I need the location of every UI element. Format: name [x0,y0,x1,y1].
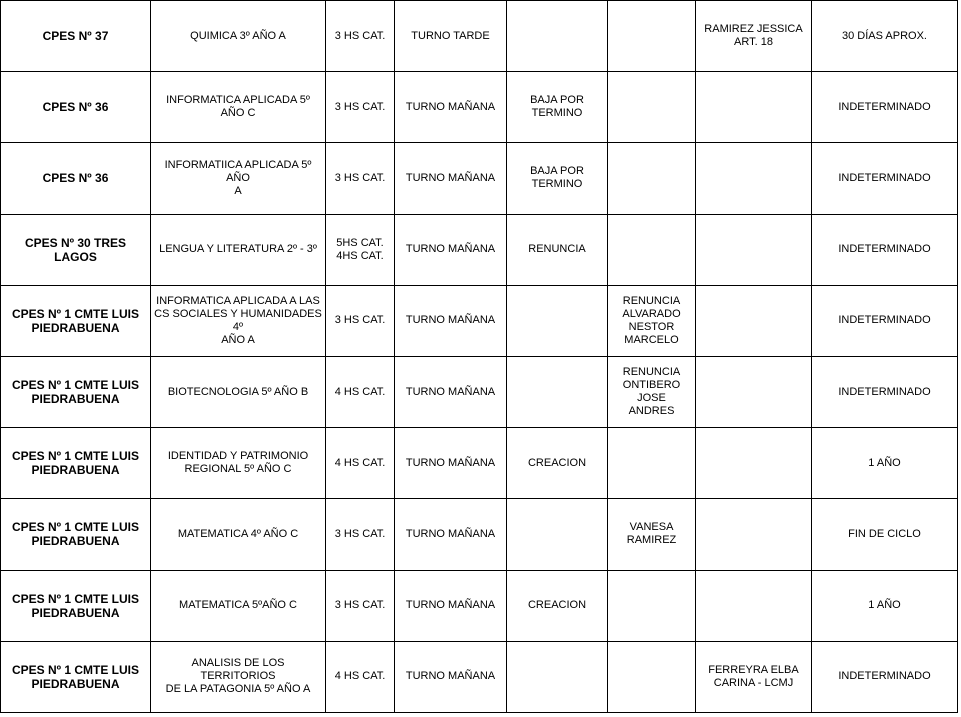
duration-cell: INDETERMINADO [812,214,958,285]
reason-cell: BAJA POR TERMINO [507,72,608,143]
school-cell: CPES Nº 36 [1,143,151,214]
duration-cell: 30 DÍAS APROX. [812,1,958,72]
subject-cell: MATEMATICA 5ºAÑO C [151,570,326,641]
subject-cell: INFORMATIICA APLICADA 5º AÑO A [151,143,326,214]
previous-holder-cell [608,1,696,72]
table-row [1,1,958,72]
hours-cell: 3 HS CAT. [326,143,395,214]
hours-cell: 4 HS CAT. [326,428,395,499]
current-holder-cell [696,285,812,356]
shift-cell: TURNO TARDE [395,1,507,72]
current-holder-cell [696,72,812,143]
reason-cell [507,641,608,712]
school-cell: CPES Nº 1 CMTE LUIS PIEDRABUENA [1,285,151,356]
previous-holder-cell [608,143,696,214]
hours-cell: 3 HS CAT. [326,499,395,570]
table-row [1,72,958,143]
shift-cell: TURNO MAÑANA [395,641,507,712]
hours-cell: 3 HS CAT. [326,570,395,641]
shift-cell: TURNO MAÑANA [395,143,507,214]
school-cell: CPES Nº 1 CMTE LUIS PIEDRABUENA [1,499,151,570]
school-cell: CPES Nº 1 CMTE LUIS PIEDRABUENA [1,641,151,712]
reason-cell [507,1,608,72]
current-holder-cell [696,499,812,570]
table-row [1,641,958,712]
current-holder-cell [696,143,812,214]
table-row [1,356,958,427]
subject-cell: INFORMATICA APLICADA A LAS CS SOCIALES Y HUMANIDADES 4º AÑO A [151,285,326,356]
previous-holder-cell: VANESA RAMIREZ [608,499,696,570]
reason-cell: RENUNCIA [507,214,608,285]
hours-cell: 3 HS CAT. [326,72,395,143]
duration-cell: FIN DE CICLO [812,499,958,570]
table-row [1,143,958,214]
shift-cell: TURNO MAÑANA [395,570,507,641]
current-holder-cell [696,214,812,285]
previous-holder-cell: RENUNCIA ALVARADO NESTOR MARCELO [608,285,696,356]
hours-cell: 4 HS CAT. [326,641,395,712]
duration-cell: INDETERMINADO [812,641,958,712]
hours-cell: 3 HS CAT. [326,285,395,356]
school-cell: CPES Nº 1 CMTE LUIS PIEDRABUENA [1,428,151,499]
reason-cell: CREACION [507,428,608,499]
table-row [1,499,958,570]
school-cell: CPES Nº 30 TRES LAGOS [1,214,151,285]
shift-cell: TURNO MAÑANA [395,428,507,499]
reason-cell [507,499,608,570]
previous-holder-cell: RENUNCIA ONTIBERO JOSE ANDRES [608,356,696,427]
shift-cell: TURNO MAÑANA [395,72,507,143]
school-cell: CPES Nº 36 [1,72,151,143]
subject-cell: MATEMATICA 4º AÑO C [151,499,326,570]
previous-holder-cell [608,72,696,143]
table-row [1,285,958,356]
previous-holder-cell [608,641,696,712]
hours-cell: 5HS CAT. 4HS CAT. [326,214,395,285]
duration-cell: INDETERMINADO [812,143,958,214]
shift-cell: TURNO MAÑANA [395,285,507,356]
previous-holder-cell [608,428,696,499]
reason-cell [507,356,608,427]
subject-cell: BIOTECNOLOGIA 5º AÑO B [151,356,326,427]
school-cell: CPES Nº 37 [1,1,151,72]
current-holder-cell [696,428,812,499]
school-cell: CPES Nº 1 CMTE LUIS PIEDRABUENA [1,356,151,427]
reason-cell [507,285,608,356]
hours-cell: 4 HS CAT. [326,356,395,427]
subject-cell: QUIMICA 3º AÑO A [151,1,326,72]
subject-cell: LENGUA Y LITERATURA 2º - 3º [151,214,326,285]
current-holder-cell [696,356,812,427]
shift-cell: TURNO MAÑANA [395,214,507,285]
current-holder-cell [696,570,812,641]
subject-cell: IDENTIDAD Y PATRIMONIO REGIONAL 5º AÑO C [151,428,326,499]
table-row [1,214,958,285]
duration-cell: INDETERMINADO [812,285,958,356]
duration-cell: INDETERMINADO [812,356,958,427]
duration-cell: 1 AÑO [812,428,958,499]
table-row [1,428,958,499]
shift-cell: TURNO MAÑANA [395,356,507,427]
current-holder-cell: RAMIREZ JESSICA ART. 18 [696,1,812,72]
current-holder-cell: FERREYRA ELBA CARINA - LCMJ [696,641,812,712]
school-cell: CPES Nº 1 CMTE LUIS PIEDRABUENA [1,570,151,641]
reason-cell: BAJA POR TERMINO [507,143,608,214]
subject-cell: ANALISIS DE LOS TERRITORIOS DE LA PATAGONIA 5º AÑO A [151,641,326,712]
reason-cell: CREACION [507,570,608,641]
subject-cell: INFORMATICA APLICADA 5º AÑO C [151,72,326,143]
shift-cell: TURNO MAÑANA [395,499,507,570]
table-row [1,570,958,641]
duration-cell: INDETERMINADO [812,72,958,143]
duration-cell: 1 AÑO [812,570,958,641]
hours-cell: 3 HS CAT. [326,1,395,72]
previous-holder-cell [608,570,696,641]
previous-holder-cell [608,214,696,285]
